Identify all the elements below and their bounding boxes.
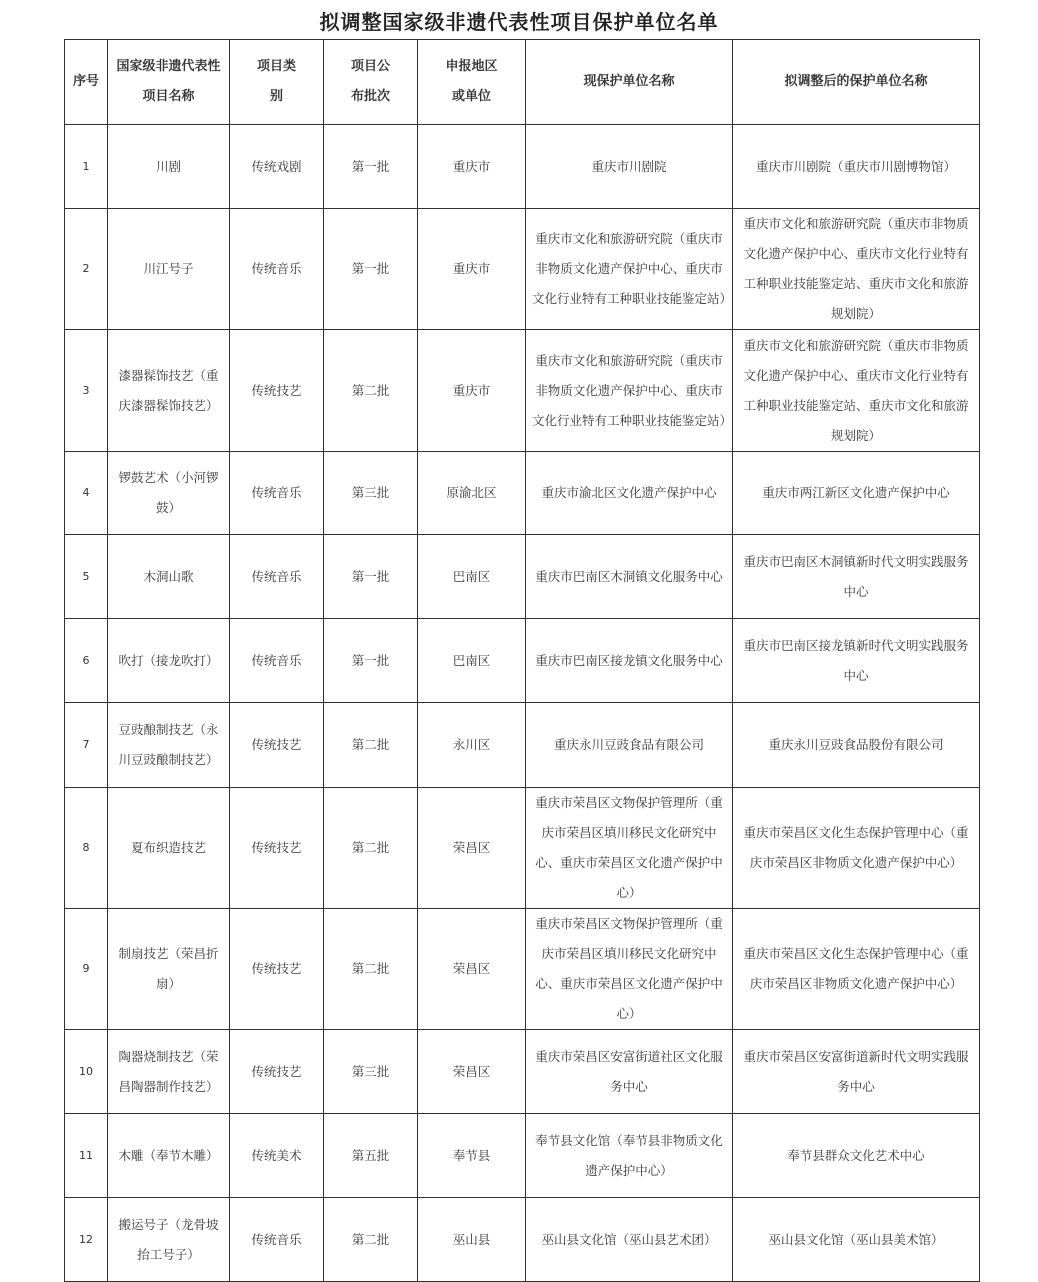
cell-current-unit: 重庆永川豆豉食品有限公司 xyxy=(526,703,733,788)
cell-current-unit: 重庆市文化和旅游研究院（重庆市非物质文化遗产保护中心、重庆市文化行业特有工种职业技能鉴定站） xyxy=(526,330,733,452)
cell-category: 传统音乐 xyxy=(230,1198,324,1282)
cell-current-unit: 重庆市荣昌区安富街道社区文化服务中心 xyxy=(526,1030,733,1114)
cell-region: 巴南区 xyxy=(418,535,526,619)
table-row xyxy=(65,1030,980,1114)
cell-project-name: 川江号子 xyxy=(108,209,230,330)
cell-batch: 第三批 xyxy=(324,452,418,535)
cell-project-name: 陶器烧制技艺（荣昌陶器制作技艺） xyxy=(108,1030,230,1114)
cell-no: 1 xyxy=(65,125,108,209)
cell-adjusted-unit: 重庆市两江新区文化遗产保护中心 xyxy=(733,452,980,535)
cell-batch: 第五批 xyxy=(324,1114,418,1198)
cell-current-unit: 巫山县文化馆（巫山县艺术团） xyxy=(526,1198,733,1282)
table-row xyxy=(65,703,980,788)
cell-batch: 第三批 xyxy=(324,1030,418,1114)
cell-region: 巫山县 xyxy=(418,1198,526,1282)
header-project-name: 国家级非遗代表性项目名称 xyxy=(108,40,230,125)
cell-adjusted-unit: 巫山县文化馆（巫山县美术馆） xyxy=(733,1198,980,1282)
header-row xyxy=(65,40,980,125)
cell-no: 9 xyxy=(65,909,108,1030)
header-adjusted-unit: 拟调整后的保护单位名称 xyxy=(733,40,980,125)
cell-region: 原渝北区 xyxy=(418,452,526,535)
cell-region: 重庆市 xyxy=(418,125,526,209)
table-row xyxy=(65,209,980,330)
table-row xyxy=(65,909,980,1030)
cell-no: 2 xyxy=(65,209,108,330)
cell-no: 4 xyxy=(65,452,108,535)
cell-region: 重庆市 xyxy=(418,209,526,330)
header-region: 申报地区或单位 xyxy=(418,40,526,125)
table-row xyxy=(65,788,980,909)
table-body xyxy=(65,125,980,1282)
header-batch: 项目公布批次 xyxy=(324,40,418,125)
cell-project-name: 吹打（接龙吹打） xyxy=(108,619,230,703)
cell-batch: 第二批 xyxy=(324,788,418,909)
cell-project-name: 夏布织造技艺 xyxy=(108,788,230,909)
cell-no: 7 xyxy=(65,703,108,788)
cell-adjusted-unit: 重庆市巴南区木洞镇新时代文明实践服务中心 xyxy=(733,535,980,619)
table-row xyxy=(65,125,980,209)
cell-category: 传统技艺 xyxy=(230,788,324,909)
cell-category: 传统音乐 xyxy=(230,209,324,330)
cell-no: 12 xyxy=(65,1198,108,1282)
heritage-table xyxy=(64,39,980,1282)
cell-category: 传统音乐 xyxy=(230,535,324,619)
cell-category: 传统音乐 xyxy=(230,452,324,535)
cell-batch: 第一批 xyxy=(324,535,418,619)
header-no: 序号 xyxy=(65,40,108,125)
table-row xyxy=(65,452,980,535)
cell-no: 8 xyxy=(65,788,108,909)
cell-adjusted-unit: 重庆市荣昌区安富街道新时代文明实践服务中心 xyxy=(733,1030,980,1114)
cell-no: 11 xyxy=(65,1114,108,1198)
cell-project-name: 搬运号子（龙骨坡抬工号子） xyxy=(108,1198,230,1282)
cell-current-unit: 重庆市川剧院 xyxy=(526,125,733,209)
cell-batch: 第一批 xyxy=(324,209,418,330)
cell-region: 荣昌区 xyxy=(418,909,526,1030)
table-row xyxy=(65,1198,980,1282)
cell-batch: 第一批 xyxy=(324,125,418,209)
cell-project-name: 木洞山歌 xyxy=(108,535,230,619)
cell-category: 传统技艺 xyxy=(230,909,324,1030)
cell-current-unit: 重庆市巴南区接龙镇文化服务中心 xyxy=(526,619,733,703)
cell-current-unit: 重庆市巴南区木洞镇文化服务中心 xyxy=(526,535,733,619)
cell-project-name: 锣鼓艺术（小河锣鼓） xyxy=(108,452,230,535)
cell-adjusted-unit: 重庆市巴南区接龙镇新时代文明实践服务中心 xyxy=(733,619,980,703)
cell-adjusted-unit: 重庆市文化和旅游研究院（重庆市非物质文化遗产保护中心、重庆市文化行业特有工种职业技能鉴定站、重庆市文化和旅游规划院） xyxy=(733,209,980,330)
cell-adjusted-unit: 重庆永川豆豉食品股份有限公司 xyxy=(733,703,980,788)
cell-batch: 第一批 xyxy=(324,619,418,703)
cell-region: 荣昌区 xyxy=(418,1030,526,1114)
cell-adjusted-unit: 重庆市文化和旅游研究院（重庆市非物质文化遗产保护中心、重庆市文化行业特有工种职业技能鉴定站、重庆市文化和旅游规划院） xyxy=(733,330,980,452)
cell-category: 传统技艺 xyxy=(230,1030,324,1114)
cell-batch: 第二批 xyxy=(324,703,418,788)
cell-current-unit: 重庆市荣昌区文物保护管理所（重庆市荣昌区填川移民文化研究中心、重庆市荣昌区文化遗产保护中心） xyxy=(526,909,733,1030)
cell-project-name: 漆器髹饰技艺（重庆漆器髹饰技艺） xyxy=(108,330,230,452)
cell-region: 荣昌区 xyxy=(418,788,526,909)
cell-region: 奉节县 xyxy=(418,1114,526,1198)
cell-no: 6 xyxy=(65,619,108,703)
cell-batch: 第二批 xyxy=(324,330,418,452)
cell-no: 5 xyxy=(65,535,108,619)
cell-current-unit: 奉节县文化馆（奉节县非物质文化遗产保护中心） xyxy=(526,1114,733,1198)
cell-current-unit: 重庆市荣昌区文物保护管理所（重庆市荣昌区填川移民文化研究中心、重庆市荣昌区文化遗产保护中心） xyxy=(526,788,733,909)
cell-category: 传统音乐 xyxy=(230,619,324,703)
table-row xyxy=(65,619,980,703)
cell-project-name: 木雕（奉节木雕） xyxy=(108,1114,230,1198)
cell-adjusted-unit: 重庆市荣昌区文化生态保护管理中心（重庆市荣昌区非物质文化遗产保护中心） xyxy=(733,788,980,909)
cell-project-name: 川剧 xyxy=(108,125,230,209)
cell-no: 10 xyxy=(65,1030,108,1114)
cell-no: 3 xyxy=(65,330,108,452)
header-category: 项目类别 xyxy=(230,40,324,125)
cell-adjusted-unit: 重庆市荣昌区文化生态保护管理中心（重庆市荣昌区非物质文化遗产保护中心） xyxy=(733,909,980,1030)
page-title: 拟调整国家级非遗代表性项目保护单位名单 xyxy=(319,10,719,34)
header-current-unit: 现保护单位名称 xyxy=(526,40,733,125)
table-row xyxy=(65,330,980,452)
cell-batch: 第二批 xyxy=(324,1198,418,1282)
cell-category: 传统戏剧 xyxy=(230,125,324,209)
cell-batch: 第二批 xyxy=(324,909,418,1030)
cell-region: 永川区 xyxy=(418,703,526,788)
cell-category: 传统美术 xyxy=(230,1114,324,1198)
cell-category: 传统技艺 xyxy=(230,330,324,452)
cell-category: 传统技艺 xyxy=(230,703,324,788)
cell-project-name: 豆豉酿制技艺（永川豆豉酿制技艺） xyxy=(108,703,230,788)
cell-adjusted-unit: 奉节县群众文化艺术中心 xyxy=(733,1114,980,1198)
table-row xyxy=(65,535,980,619)
cell-adjusted-unit: 重庆市川剧院（重庆市川剧博物馆） xyxy=(733,125,980,209)
table-row xyxy=(65,1114,980,1198)
cell-region: 巴南区 xyxy=(418,619,526,703)
cell-project-name: 制扇技艺（荣昌折扇） xyxy=(108,909,230,1030)
cell-current-unit: 重庆市文化和旅游研究院（重庆市非物质文化遗产保护中心、重庆市文化行业特有工种职业技能鉴定站） xyxy=(526,209,733,330)
cell-current-unit: 重庆市渝北区文化遗产保护中心 xyxy=(526,452,733,535)
cell-region: 重庆市 xyxy=(418,330,526,452)
